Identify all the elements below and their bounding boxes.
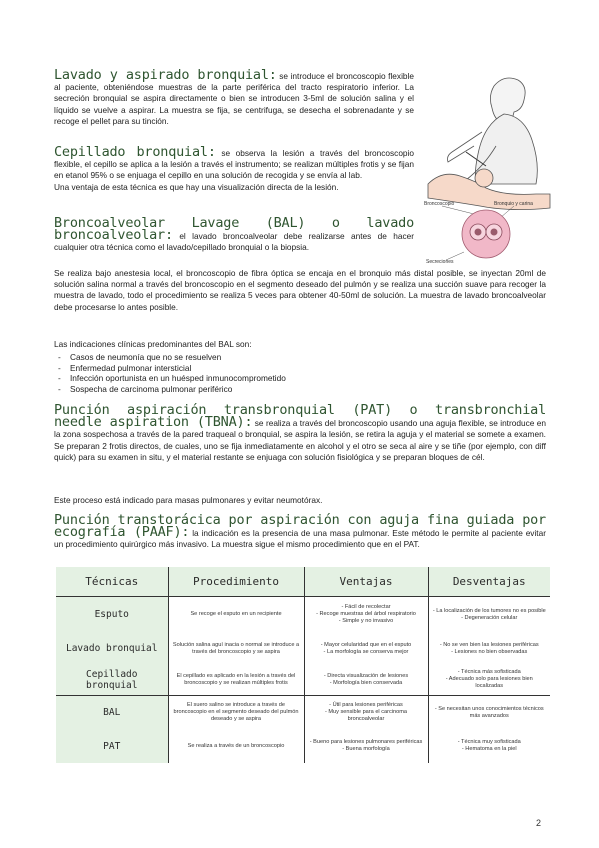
cell-proc: El suero salino se introduce a través de broncoscopio en el segmento deseado del pulmón deseado y se aspira (168, 696, 304, 730)
cell-desv: - No se ven bien las lesiones periféricas - Lesiones no bien observadas (439, 641, 539, 655)
cell-desv: - Técnica muy sofisticada - Hematoma en la piel (457, 739, 521, 752)
list-item: - Sospecha de carcinoma pulmonar periférico (54, 384, 546, 395)
bal-para: Se realiza bajo anestesia local, el broncoscopio de fibra óptica se encaja en el bronquio más distal posible, se inyectan 20ml de solución salina normal a través del broncoscopio en el segmento deseado del pulmón y se realiza una succión suave para recoger la muestra de lavado, todo el procedimiento se realiza 5 veces para obtener 40-50ml de solución. La muestra de lavado broncoalveolar debe procesarse lo antes posible. (54, 268, 546, 312)
list-item: - Casos de neumonía que no se resuelven (54, 352, 546, 363)
lavado-title: Lavado y aspirado bronquial: (54, 67, 277, 83)
bal-title: Broncoalveolar Lavage (BAL) o lavado broncoalveolar: (54, 215, 414, 244)
list-item: - Enfermedad pulmonar intersticial (54, 363, 546, 374)
table-row (56, 633, 550, 665)
cell-tech: Cepillado bronquial (56, 665, 168, 696)
cell-tech: Lavado bronquial (56, 633, 168, 665)
pat-note: Este proceso está indicado para masas pulmonares y evitar neumotórax. (54, 495, 323, 505)
bal-indications-intro: Las indicaciones clínicas predominantes del BAL son: (54, 339, 252, 349)
techniques-table (56, 567, 550, 763)
cell-vent: - Fácil de recolectar - Recoge muestras del árbol respiratorio - Simple y no invasivo (304, 597, 428, 633)
cepillado-note: Una ventaja de esta técnica es que hay una visualización directa de la lesión. (54, 181, 339, 192)
lavado-body: se introduce el broncoscopio flexible al paciente, obteniéndose muestras de la parte periférica del tracto respiratorio inferior. La secreción bronquial se aspira directamente o bien se introducen 3-5ml de solución salina y el líquido se vuelve a aspirar. La muestra se fija, se centrifuga, se desecha el sobrenadante y se recoge el pellet para su tinción. (54, 71, 414, 126)
table-row (56, 597, 550, 633)
bal-paragraph (54, 215, 415, 254)
section-paaf (54, 512, 546, 551)
bal-indications-list (54, 352, 546, 394)
illustration-label-bronquio: Bronquio y carina (494, 201, 533, 207)
lavado-paragraph (54, 67, 414, 127)
table-row (56, 730, 550, 763)
paaf-paragraph (54, 512, 546, 551)
header-procedimiento: Procedimiento (168, 567, 304, 597)
bronchoscopy-illustration (424, 66, 554, 276)
paaf-title: Punción transtorácica por aspiración con aguja fina guiada por ecografía (PAAF): (54, 512, 546, 541)
cell-desv: - Se necesitan unos conocimientos técnicos más avanzados (428, 696, 550, 730)
table-header-row (56, 567, 550, 597)
bal-body: el lavado broncoalveolar debe realizarse antes de hacer cualquier otra técnica como el lavado/cepillado bronquial o la biopsia. (54, 231, 415, 253)
illustration-label-broncoscopio: Broncoscopio (424, 201, 455, 207)
cell-proc: Se realiza a través de un broncoscopio (168, 730, 304, 763)
header-tecnicas: Técnicas (56, 567, 168, 597)
header-desventajas: Desventajas (428, 567, 550, 597)
cell-vent: - Útil para lesiones periféricas - Muy sensible para el carcinoma broncoalveolar (304, 696, 428, 730)
cell-desv: - Técnica más sofisticada - Adecuado solo para lesiones bien localizadas (445, 669, 533, 690)
cepillado-title: Cepillado bronquial: (54, 144, 216, 160)
pat-paragraph (54, 402, 546, 463)
section-cepillado (54, 144, 415, 193)
illustration-label-secreciones: Secreciones (426, 259, 454, 265)
section-bal (54, 215, 415, 254)
cell-vent: - Bueno para lesiones pulmonares periféricas - Buena morfología (304, 730, 428, 763)
section-pat (54, 402, 546, 463)
paaf-body: la indicación es la presencia de una masa pulmonar. Este método le permite al paciente evitar un procedimiento quirúrgico más invasivo. La muestra sigue el mismo procedimiento que en el PAT. (54, 528, 546, 550)
section-lavado (54, 67, 414, 127)
cell-desv: - La localización de los tumores no es posible - Degeneración celular (432, 607, 546, 621)
page-number: 2 (536, 818, 542, 828)
cell-tech: BAL (56, 696, 168, 730)
section-bal-indications (54, 339, 546, 395)
header-ventajas: Ventajas (304, 567, 428, 597)
table-row (56, 665, 550, 696)
cell-proc: Solución salina aguí inacia o normal se introduce a través del broncoscopio y se aspira (168, 633, 304, 665)
pat-title: Punción aspiración transbronquial (PAT) o transbronchial needle aspiration (TBNA): (54, 402, 546, 431)
cepillado-body: se observa la lesión a través del broncoscopio flexible, el cepillo se aplica a la lesión a través el instrumento; se realizan múltiples frotis y se fijan en etanol 95% o se enjuaga el cepillo en una solución de recogida y se envía al lab. (54, 148, 415, 181)
cell-vent: - Mayor celularidad que en el esputo - La morfología se conserva mejor (304, 633, 428, 665)
list-item: - Infección oportunista en un huésped inmunocomprometido (54, 373, 546, 384)
cepillado-paragraph (54, 144, 415, 182)
cell-proc: El cepillado es aplicado en la lesión a través del broncoscopio y se realizan múltiples frotis (168, 665, 304, 696)
cell-tech: PAT (56, 730, 168, 763)
cell-proc: Se recoge el esputo en un recipiente (168, 597, 304, 633)
cell-vent: - Directa visualización de lesiones - Morfología bien conservada (304, 665, 428, 696)
section-pat-note (54, 495, 546, 506)
table-row (56, 696, 550, 730)
cell-tech: Esputo (56, 597, 168, 633)
pat-body: se realiza a través del broncoscopio usando una aguja flexible, se introduce en la zona sospechosa a través de la pared traqueal o bronquial, se aspira la lesión, se retira la aguja y el material se somete a examen. Se preparan 2 frotis directos, de cuales, uno se fija inmediatamente en alcohol y el otro se seca al aire y se tiñe (por ejemplo, con diff quick) para su examen in situ, y el material restante se enjuaga con solución fisiológica y se preparan bloques de cél. (54, 418, 546, 462)
bronchoscopy-drawing (424, 66, 554, 276)
